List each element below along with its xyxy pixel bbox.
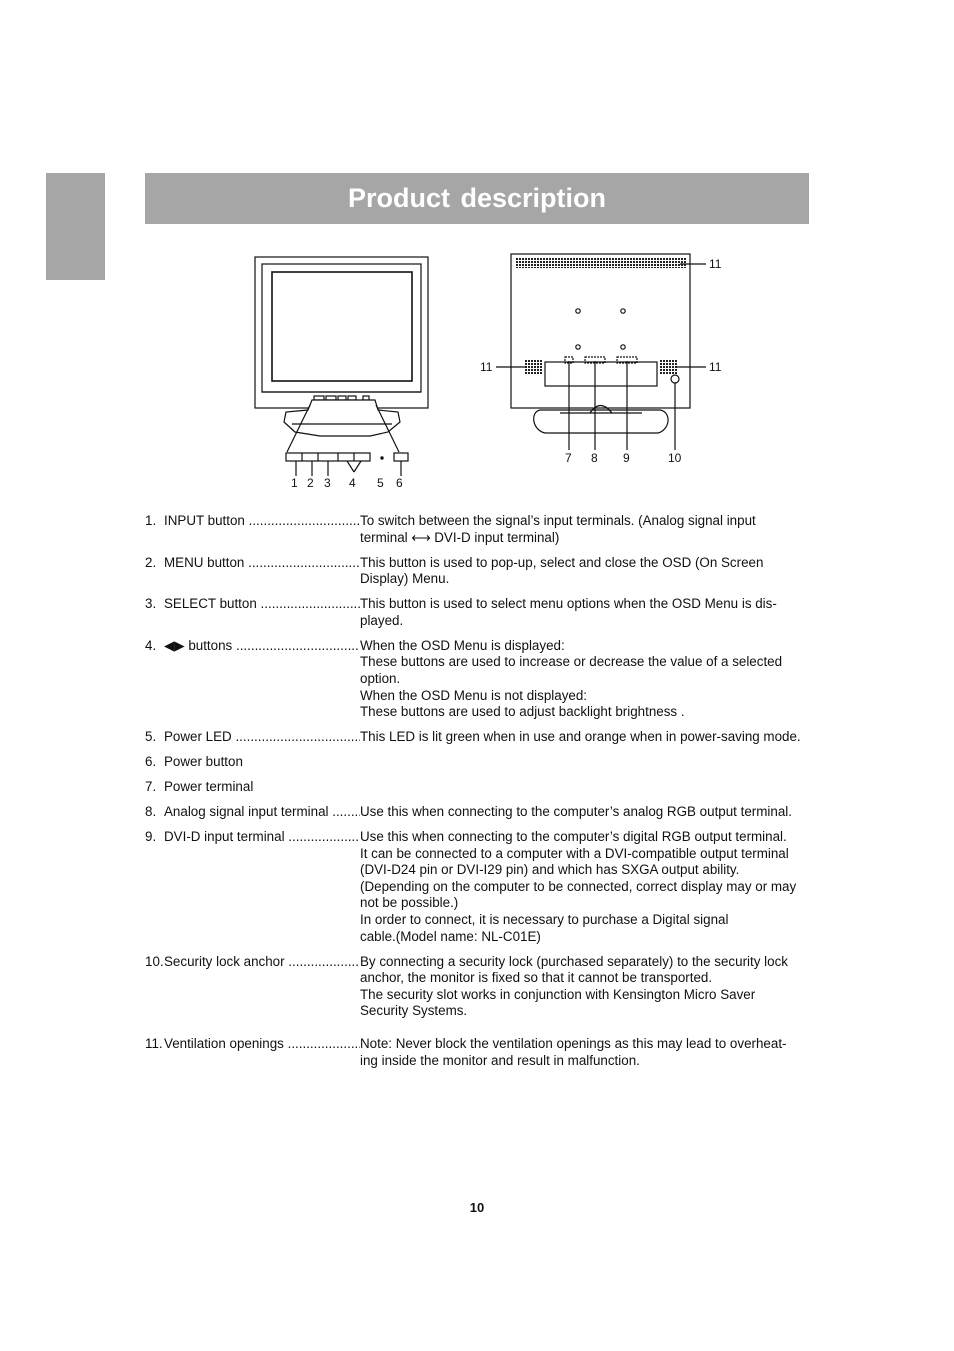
item-description	[360, 1036, 815, 1069]
item-number: 8.	[145, 804, 157, 820]
item-label: Ventilation openings .....	[164, 1036, 360, 1069]
item-label: Power LED .....	[164, 729, 360, 746]
desc-line: These buttons are used to increase or decrease the value of a selected	[360, 654, 783, 670]
desc-line: When the OSD Menu is displayed:	[360, 637, 565, 653]
callout-11-left: 11	[480, 360, 493, 374]
desc-line: Use this when connecting to the computer’s analog RGB output terminal.	[360, 804, 792, 820]
desc-line: This button is used to pop-up, select and close the OSD (On Screen	[360, 554, 764, 570]
desc-line: To switch between the signal’s input terminals. (Analog signal input	[360, 513, 756, 528]
callout-1: 1	[291, 476, 298, 490]
item-description	[360, 829, 815, 945]
desc-line: By connecting a security lock (purchased separately) to the security lock	[360, 953, 788, 969]
list-item	[145, 596, 815, 629]
callout-8: 8	[591, 451, 598, 465]
callout-10: 10	[668, 451, 682, 465]
item-label: INPUT button .....	[164, 513, 360, 546]
callout-6: 6	[396, 476, 403, 490]
desc-line: (Depending on the computer to be connected, correct display may or may	[360, 878, 797, 894]
item-label: Power terminal	[164, 779, 254, 795]
item-number: 11.	[145, 1035, 163, 1051]
page-title: Product description	[347, 183, 607, 213]
list-item	[145, 729, 815, 746]
item-number: 5.	[145, 729, 157, 745]
callout-2: 2	[307, 476, 314, 490]
item-label: Security lock anchor .....	[164, 954, 360, 1020]
list-item	[145, 804, 815, 821]
desc-line: cable.(Model name: NL-C01E)	[360, 928, 541, 944]
desc-line: This LED is lit green when in use and orange when in power-saving mode.	[360, 729, 801, 745]
desc-line: Note: Never block the ventilation openings as this may lead to overheat-	[360, 1035, 787, 1051]
desc-line: anchor, the monitor is fixed so that it cannot be transported.	[360, 970, 713, 986]
list-item	[145, 954, 815, 1020]
callout-5: 5	[377, 476, 384, 490]
monitor-rear-view	[496, 254, 706, 450]
list-item	[145, 638, 815, 721]
list-item	[145, 779, 815, 796]
list-item	[145, 829, 815, 945]
item-description	[360, 804, 815, 821]
list-item	[145, 1036, 815, 1069]
desc-line: This button is used to select menu options when the OSD Menu is dis-	[360, 596, 777, 612]
desc-line: When the OSD Menu is not displayed:	[360, 687, 588, 703]
item-description	[360, 638, 815, 721]
callout-3: 3	[324, 476, 331, 490]
desc-line: It can be connected to a computer with a DVI-compatible output terminal	[360, 845, 789, 861]
item-label: ◀▶ buttons .....	[164, 638, 360, 721]
item-number: 10.	[145, 953, 164, 969]
item-description	[360, 555, 815, 588]
ventilation-left	[524, 360, 542, 375]
item-label: MENU button .....	[164, 555, 360, 588]
item-label: SELECT button .....	[164, 596, 360, 629]
item-number: 4.	[145, 637, 157, 653]
desc-line: terminal ⟷ DVI-D input terminal)	[360, 529, 560, 545]
item-description	[360, 954, 815, 1020]
list-item	[145, 513, 815, 546]
callout-4: 4	[349, 476, 356, 490]
monitor-illustration	[0, 0, 954, 500]
item-number: 6.	[145, 754, 157, 770]
desc-line: played.	[360, 612, 404, 628]
list-item	[145, 754, 815, 771]
desc-line: (DVI-D24 pin or DVI-I29 pin) and which has SXGA output ability.	[360, 862, 740, 878]
callout-11-right: 11	[709, 360, 722, 374]
desc-line: Display) Menu.	[360, 571, 450, 587]
page-number: 10	[469, 1200, 485, 1215]
callout-11-top: 11	[709, 257, 722, 271]
parts-description-list	[145, 513, 815, 1078]
ventilation-top	[515, 257, 687, 268]
callout-9: 9	[623, 451, 630, 465]
item-label: Power button	[164, 754, 243, 770]
desc-line: Security Systems.	[360, 1003, 468, 1019]
desc-line: Use this when connecting to the computer’s digital RGB output terminal.	[360, 829, 787, 845]
item-label: Analog signal input terminal .....	[164, 804, 360, 821]
desc-line: not be possible.)	[360, 895, 459, 911]
desc-line: The security slot works in conjunction with Kensington Micro Saver	[360, 986, 756, 1002]
power-led-marker	[380, 456, 383, 459]
callout-7: 7	[565, 451, 572, 465]
item-description	[360, 513, 815, 546]
item-number: 9.	[145, 829, 157, 845]
item-number: 1.	[145, 513, 157, 528]
list-item	[145, 555, 815, 588]
item-number: 3.	[145, 596, 157, 612]
desc-line: option.	[360, 670, 401, 686]
item-description	[360, 729, 815, 746]
desc-line: In order to connect, it is necessary to purchase a Digital signal	[360, 912, 729, 927]
ventilation-right	[659, 360, 677, 375]
item-description	[360, 596, 815, 629]
item-number: 7.	[145, 779, 157, 795]
item-number: 2.	[145, 554, 157, 570]
desc-line: These buttons are used to adjust backlight brightness .	[360, 704, 685, 720]
monitor-front-view	[255, 257, 428, 476]
item-label: DVI-D input terminal .....	[164, 829, 360, 945]
desc-line: ing inside the monitor and result in malfunction.	[360, 1052, 640, 1068]
